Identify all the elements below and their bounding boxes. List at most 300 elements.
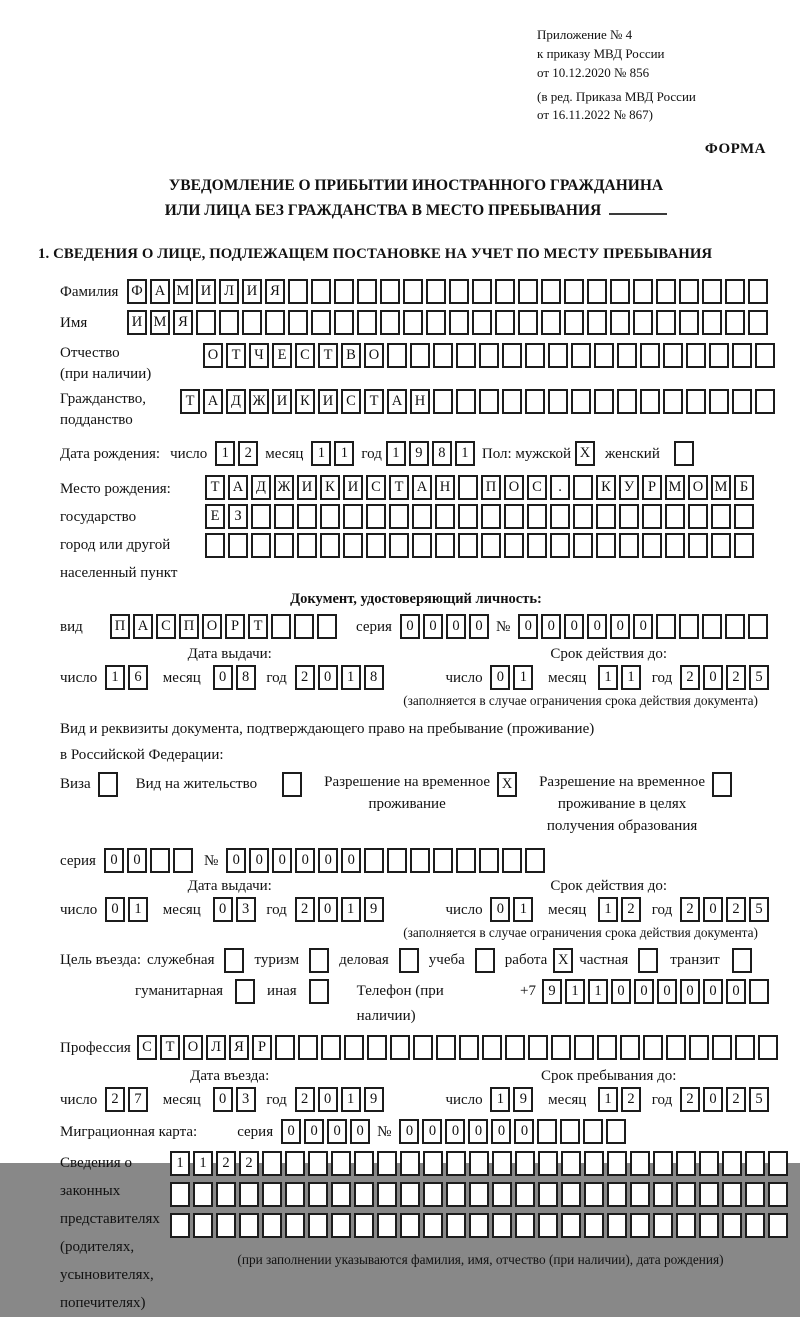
char-cell[interactable] — [610, 279, 630, 304]
char-cell[interactable]: 1 — [193, 1151, 213, 1176]
char-cell[interactable] — [150, 848, 170, 873]
char-cell[interactable] — [354, 1182, 374, 1207]
char-cell[interactable]: О — [504, 475, 524, 500]
char-cell[interactable] — [674, 441, 694, 466]
char-cell[interactable]: 1 — [513, 897, 533, 922]
char-cell[interactable] — [643, 1035, 663, 1060]
char-cell[interactable]: Я — [265, 279, 285, 304]
char-cell[interactable]: 0 — [104, 848, 124, 873]
char-cell[interactable] — [239, 1182, 259, 1207]
char-cell[interactable]: М — [173, 279, 193, 304]
char-cell[interactable] — [309, 948, 329, 973]
char-cell[interactable]: 0 — [226, 848, 246, 873]
char-cell[interactable] — [561, 1182, 581, 1207]
char-cell[interactable]: 2 — [216, 1151, 236, 1176]
char-cell[interactable]: 0 — [318, 848, 338, 873]
char-cell[interactable] — [285, 1213, 305, 1238]
char-cell[interactable] — [502, 389, 522, 414]
char-cell[interactable] — [699, 1151, 719, 1176]
char-cell[interactable] — [251, 504, 271, 529]
char-cell[interactable] — [321, 1035, 341, 1060]
char-cell[interactable] — [617, 389, 637, 414]
char-cell[interactable]: О — [688, 475, 708, 500]
char-cell[interactable]: Ж — [274, 475, 294, 500]
char-cell[interactable] — [275, 1035, 295, 1060]
char-cell[interactable]: 0 — [213, 897, 233, 922]
char-cell[interactable] — [633, 310, 653, 335]
char-cell[interactable]: 0 — [491, 1119, 511, 1144]
char-cell[interactable]: Т — [205, 475, 225, 500]
char-cell[interactable] — [317, 614, 337, 639]
char-cell[interactable] — [666, 1035, 686, 1060]
char-cell[interactable] — [423, 1151, 443, 1176]
char-cell[interactable] — [587, 310, 607, 335]
char-cell[interactable] — [538, 1213, 558, 1238]
char-cell[interactable] — [541, 279, 561, 304]
char-cell[interactable]: Н — [410, 389, 430, 414]
char-cell[interactable] — [357, 310, 377, 335]
char-cell[interactable]: 9 — [409, 441, 429, 466]
char-cell[interactable] — [479, 389, 499, 414]
char-cell[interactable] — [423, 1213, 443, 1238]
char-cell[interactable] — [320, 533, 340, 558]
char-cell[interactable] — [449, 279, 469, 304]
char-cell[interactable]: А — [133, 614, 153, 639]
char-cell[interactable]: М — [150, 310, 170, 335]
char-cell[interactable]: 8 — [236, 665, 256, 690]
char-cell[interactable] — [400, 1182, 420, 1207]
char-cell[interactable] — [274, 504, 294, 529]
char-cell[interactable]: Т — [160, 1035, 180, 1060]
char-cell[interactable] — [653, 1151, 673, 1176]
char-cell[interactable]: 1 — [128, 897, 148, 922]
char-cell[interactable] — [640, 343, 660, 368]
char-cell[interactable] — [527, 533, 547, 558]
char-cell[interactable] — [331, 1182, 351, 1207]
char-cell[interactable] — [400, 1213, 420, 1238]
char-cell[interactable]: 0 — [399, 1119, 419, 1144]
char-cell[interactable] — [653, 1213, 673, 1238]
char-cell[interactable] — [640, 389, 660, 414]
char-cell[interactable]: 8 — [364, 665, 384, 690]
char-cell[interactable] — [768, 1151, 788, 1176]
char-cell[interactable] — [607, 1151, 627, 1176]
char-cell[interactable]: И — [272, 389, 292, 414]
char-cell[interactable] — [702, 279, 722, 304]
char-cell[interactable]: 0 — [468, 1119, 488, 1144]
char-cell[interactable] — [481, 504, 501, 529]
char-cell[interactable] — [399, 948, 419, 973]
char-cell[interactable] — [308, 1151, 328, 1176]
char-cell[interactable] — [389, 533, 409, 558]
char-cell[interactable]: 1 — [386, 441, 406, 466]
char-cell[interactable]: 8 — [432, 441, 452, 466]
char-cell[interactable]: Е — [272, 343, 292, 368]
char-cell[interactable] — [732, 948, 752, 973]
char-cell[interactable] — [679, 310, 699, 335]
char-cell[interactable] — [734, 504, 754, 529]
char-cell[interactable] — [688, 504, 708, 529]
char-cell[interactable]: К — [295, 389, 315, 414]
char-cell[interactable] — [584, 1213, 604, 1238]
char-cell[interactable] — [472, 310, 492, 335]
char-cell[interactable] — [748, 614, 768, 639]
char-cell[interactable] — [597, 1035, 617, 1060]
char-cell[interactable]: Б — [734, 475, 754, 500]
char-cell[interactable] — [285, 1182, 305, 1207]
char-cell[interactable]: 3 — [236, 897, 256, 922]
char-cell[interactable] — [564, 310, 584, 335]
char-cell[interactable] — [357, 279, 377, 304]
char-cell[interactable] — [449, 310, 469, 335]
char-cell[interactable]: 2 — [726, 897, 746, 922]
char-cell[interactable]: Р — [642, 475, 662, 500]
char-cell[interactable]: 0 — [446, 614, 466, 639]
char-cell[interactable] — [288, 310, 308, 335]
char-cell[interactable] — [550, 533, 570, 558]
char-cell[interactable]: 1 — [565, 979, 585, 1004]
char-cell[interactable] — [665, 504, 685, 529]
char-cell[interactable] — [435, 533, 455, 558]
char-cell[interactable]: 1 — [598, 665, 618, 690]
char-cell[interactable] — [596, 504, 616, 529]
char-cell[interactable]: 0 — [726, 979, 746, 1004]
char-cell[interactable] — [426, 279, 446, 304]
char-cell[interactable] — [702, 614, 722, 639]
char-cell[interactable] — [630, 1213, 650, 1238]
char-cell[interactable]: 0 — [703, 897, 723, 922]
char-cell[interactable] — [702, 310, 722, 335]
char-cell[interactable]: 0 — [657, 979, 677, 1004]
char-cell[interactable] — [495, 279, 515, 304]
char-cell[interactable] — [170, 1182, 190, 1207]
char-cell[interactable]: X — [575, 441, 595, 466]
char-cell[interactable]: И — [297, 475, 317, 500]
char-cell[interactable] — [755, 389, 775, 414]
char-cell[interactable]: Р — [252, 1035, 272, 1060]
char-cell[interactable] — [768, 1213, 788, 1238]
char-cell[interactable] — [423, 1182, 443, 1207]
char-cell[interactable]: К — [320, 475, 340, 500]
char-cell[interactable] — [518, 279, 538, 304]
char-cell[interactable] — [377, 1182, 397, 1207]
char-cell[interactable] — [502, 848, 522, 873]
char-cell[interactable]: О — [364, 343, 384, 368]
char-cell[interactable] — [433, 343, 453, 368]
char-cell[interactable]: 5 — [749, 1087, 769, 1112]
char-cell[interactable]: 2 — [726, 1087, 746, 1112]
char-cell[interactable] — [224, 948, 244, 973]
char-cell[interactable] — [446, 1182, 466, 1207]
char-cell[interactable] — [525, 848, 545, 873]
char-cell[interactable] — [219, 310, 239, 335]
char-cell[interactable]: 2 — [295, 665, 315, 690]
char-cell[interactable]: 1 — [334, 441, 354, 466]
char-cell[interactable]: 1 — [341, 1087, 361, 1112]
char-cell[interactable] — [689, 1035, 709, 1060]
char-cell[interactable]: П — [110, 614, 130, 639]
char-cell[interactable]: А — [228, 475, 248, 500]
char-cell[interactable] — [308, 1182, 328, 1207]
char-cell[interactable] — [560, 1119, 580, 1144]
char-cell[interactable] — [390, 1035, 410, 1060]
char-cell[interactable]: 9 — [364, 897, 384, 922]
char-cell[interactable]: 0 — [341, 848, 361, 873]
char-cell[interactable] — [525, 389, 545, 414]
char-cell[interactable]: 2 — [238, 441, 258, 466]
char-cell[interactable] — [515, 1182, 535, 1207]
char-cell[interactable] — [459, 1035, 479, 1060]
char-cell[interactable] — [354, 1213, 374, 1238]
char-cell[interactable] — [170, 1213, 190, 1238]
char-cell[interactable] — [679, 614, 699, 639]
char-cell[interactable] — [380, 310, 400, 335]
char-cell[interactable] — [366, 504, 386, 529]
char-cell[interactable] — [748, 310, 768, 335]
char-cell[interactable]: А — [150, 279, 170, 304]
char-cell[interactable] — [564, 279, 584, 304]
char-cell[interactable] — [502, 343, 522, 368]
char-cell[interactable] — [606, 1119, 626, 1144]
char-cell[interactable] — [607, 1182, 627, 1207]
char-cell[interactable] — [274, 533, 294, 558]
char-cell[interactable]: Ж — [249, 389, 269, 414]
char-cell[interactable]: 1 — [598, 1087, 618, 1112]
char-cell[interactable] — [403, 279, 423, 304]
char-cell[interactable]: С — [341, 389, 361, 414]
char-cell[interactable] — [607, 1213, 627, 1238]
char-cell[interactable]: 0 — [564, 614, 584, 639]
char-cell[interactable] — [711, 533, 731, 558]
char-cell[interactable]: Ф — [127, 279, 147, 304]
char-cell[interactable] — [251, 533, 271, 558]
char-cell[interactable]: А — [412, 475, 432, 500]
char-cell[interactable]: И — [196, 279, 216, 304]
char-cell[interactable] — [426, 310, 446, 335]
char-cell[interactable] — [548, 389, 568, 414]
char-cell[interactable]: 0 — [272, 848, 292, 873]
char-cell[interactable] — [242, 310, 262, 335]
char-cell[interactable]: 0 — [587, 614, 607, 639]
char-cell[interactable] — [311, 279, 331, 304]
char-cell[interactable] — [676, 1151, 696, 1176]
char-cell[interactable] — [377, 1213, 397, 1238]
char-cell[interactable]: 0 — [105, 897, 125, 922]
char-cell[interactable] — [262, 1213, 282, 1238]
char-cell[interactable] — [193, 1213, 213, 1238]
char-cell[interactable] — [334, 310, 354, 335]
char-cell[interactable]: 0 — [518, 614, 538, 639]
char-cell[interactable] — [515, 1213, 535, 1238]
char-cell[interactable] — [387, 848, 407, 873]
char-cell[interactable]: 0 — [469, 614, 489, 639]
char-cell[interactable]: 9 — [364, 1087, 384, 1112]
char-cell[interactable] — [492, 1213, 512, 1238]
char-cell[interactable] — [505, 1035, 525, 1060]
char-cell[interactable]: Я — [229, 1035, 249, 1060]
char-cell[interactable] — [469, 1151, 489, 1176]
char-cell[interactable]: 0 — [703, 979, 723, 1004]
char-cell[interactable]: М — [665, 475, 685, 500]
char-cell[interactable]: 2 — [680, 897, 700, 922]
char-cell[interactable]: О — [203, 343, 223, 368]
char-cell[interactable] — [571, 389, 591, 414]
char-cell[interactable] — [541, 310, 561, 335]
char-cell[interactable]: 2 — [726, 665, 746, 690]
char-cell[interactable]: 2 — [105, 1087, 125, 1112]
char-cell[interactable]: 0 — [295, 848, 315, 873]
char-cell[interactable] — [239, 1213, 259, 1238]
char-cell[interactable]: 6 — [128, 665, 148, 690]
char-cell[interactable] — [205, 533, 225, 558]
char-cell[interactable]: О — [202, 614, 222, 639]
char-cell[interactable] — [366, 533, 386, 558]
char-cell[interactable] — [265, 310, 285, 335]
char-cell[interactable] — [410, 848, 430, 873]
char-cell[interactable] — [561, 1213, 581, 1238]
char-cell[interactable] — [456, 848, 476, 873]
char-cell[interactable] — [732, 389, 752, 414]
char-cell[interactable]: 3 — [236, 1087, 256, 1112]
char-cell[interactable] — [725, 310, 745, 335]
char-cell[interactable] — [619, 533, 639, 558]
char-cell[interactable] — [193, 1182, 213, 1207]
char-cell[interactable] — [587, 279, 607, 304]
char-cell[interactable] — [235, 979, 255, 1004]
char-cell[interactable]: 0 — [213, 665, 233, 690]
char-cell[interactable] — [331, 1213, 351, 1238]
char-cell[interactable] — [297, 533, 317, 558]
char-cell[interactable] — [495, 310, 515, 335]
char-cell[interactable]: 0 — [249, 848, 269, 873]
char-cell[interactable] — [515, 1151, 535, 1176]
char-cell[interactable] — [294, 614, 314, 639]
char-cell[interactable]: 1 — [598, 897, 618, 922]
char-cell[interactable] — [538, 1182, 558, 1207]
char-cell[interactable] — [725, 279, 745, 304]
char-cell[interactable]: Т — [364, 389, 384, 414]
char-cell[interactable] — [482, 1035, 502, 1060]
char-cell[interactable] — [309, 979, 329, 1004]
char-cell[interactable] — [228, 533, 248, 558]
char-cell[interactable] — [594, 389, 614, 414]
char-cell[interactable] — [518, 310, 538, 335]
char-cell[interactable] — [282, 772, 302, 797]
char-cell[interactable]: 5 — [749, 897, 769, 922]
char-cell[interactable]: У — [619, 475, 639, 500]
char-cell[interactable] — [537, 1119, 557, 1144]
char-cell[interactable] — [410, 343, 430, 368]
char-cell[interactable]: И — [318, 389, 338, 414]
char-cell[interactable] — [343, 533, 363, 558]
char-cell[interactable] — [400, 1151, 420, 1176]
char-cell[interactable]: 1 — [588, 979, 608, 1004]
char-cell[interactable]: X — [497, 772, 517, 797]
char-cell[interactable]: 0 — [633, 614, 653, 639]
char-cell[interactable]: 0 — [611, 979, 631, 1004]
char-cell[interactable] — [548, 343, 568, 368]
char-cell[interactable] — [748, 279, 768, 304]
char-cell[interactable]: 1 — [513, 665, 533, 690]
char-cell[interactable]: 0 — [318, 665, 338, 690]
char-cell[interactable] — [458, 533, 478, 558]
char-cell[interactable]: 9 — [542, 979, 562, 1004]
char-cell[interactable] — [331, 1151, 351, 1176]
char-cell[interactable] — [633, 279, 653, 304]
char-cell[interactable] — [584, 1151, 604, 1176]
char-cell[interactable] — [297, 504, 317, 529]
char-cell[interactable]: Е — [205, 504, 225, 529]
char-cell[interactable]: 0 — [610, 614, 630, 639]
char-cell[interactable] — [413, 1035, 433, 1060]
char-cell[interactable] — [403, 310, 423, 335]
char-cell[interactable] — [656, 279, 676, 304]
char-cell[interactable]: Т — [318, 343, 338, 368]
char-cell[interactable]: 2 — [621, 897, 641, 922]
char-cell[interactable] — [755, 343, 775, 368]
char-cell[interactable] — [732, 343, 752, 368]
char-cell[interactable] — [550, 504, 570, 529]
char-cell[interactable] — [271, 614, 291, 639]
char-cell[interactable] — [334, 279, 354, 304]
char-cell[interactable] — [583, 1119, 603, 1144]
char-cell[interactable] — [173, 848, 193, 873]
char-cell[interactable] — [712, 1035, 732, 1060]
char-cell[interactable] — [479, 343, 499, 368]
char-cell[interactable] — [734, 533, 754, 558]
char-cell[interactable]: 0 — [541, 614, 561, 639]
char-cell[interactable]: Н — [435, 475, 455, 500]
char-cell[interactable] — [638, 948, 658, 973]
char-cell[interactable]: 2 — [621, 1087, 641, 1112]
char-cell[interactable] — [538, 1151, 558, 1176]
char-cell[interactable]: З — [228, 504, 248, 529]
char-cell[interactable] — [527, 504, 547, 529]
char-cell[interactable]: Т — [248, 614, 268, 639]
char-cell[interactable] — [298, 1035, 318, 1060]
char-cell[interactable]: И — [343, 475, 363, 500]
char-cell[interactable]: 1 — [341, 665, 361, 690]
char-cell[interactable]: Л — [219, 279, 239, 304]
char-cell[interactable]: Д — [251, 475, 271, 500]
char-cell[interactable]: А — [387, 389, 407, 414]
char-cell[interactable] — [504, 533, 524, 558]
char-cell[interactable] — [492, 1151, 512, 1176]
char-cell[interactable] — [479, 848, 499, 873]
char-cell[interactable]: 0 — [514, 1119, 534, 1144]
char-cell[interactable]: С — [527, 475, 547, 500]
char-cell[interactable] — [311, 310, 331, 335]
char-cell[interactable] — [412, 533, 432, 558]
char-cell[interactable]: 0 — [490, 665, 510, 690]
char-cell[interactable] — [262, 1182, 282, 1207]
char-cell[interactable]: 0 — [350, 1119, 370, 1144]
char-cell[interactable] — [656, 614, 676, 639]
char-cell[interactable] — [525, 343, 545, 368]
char-cell[interactable]: 0 — [703, 1087, 723, 1112]
char-cell[interactable]: С — [156, 614, 176, 639]
char-cell[interactable] — [699, 1182, 719, 1207]
char-cell[interactable]: 0 — [445, 1119, 465, 1144]
char-cell[interactable] — [380, 279, 400, 304]
char-cell[interactable]: 2 — [295, 897, 315, 922]
char-cell[interactable] — [745, 1151, 765, 1176]
char-cell[interactable] — [735, 1035, 755, 1060]
char-cell[interactable]: С — [295, 343, 315, 368]
char-cell[interactable] — [686, 389, 706, 414]
char-cell[interactable] — [412, 504, 432, 529]
char-cell[interactable] — [722, 1151, 742, 1176]
